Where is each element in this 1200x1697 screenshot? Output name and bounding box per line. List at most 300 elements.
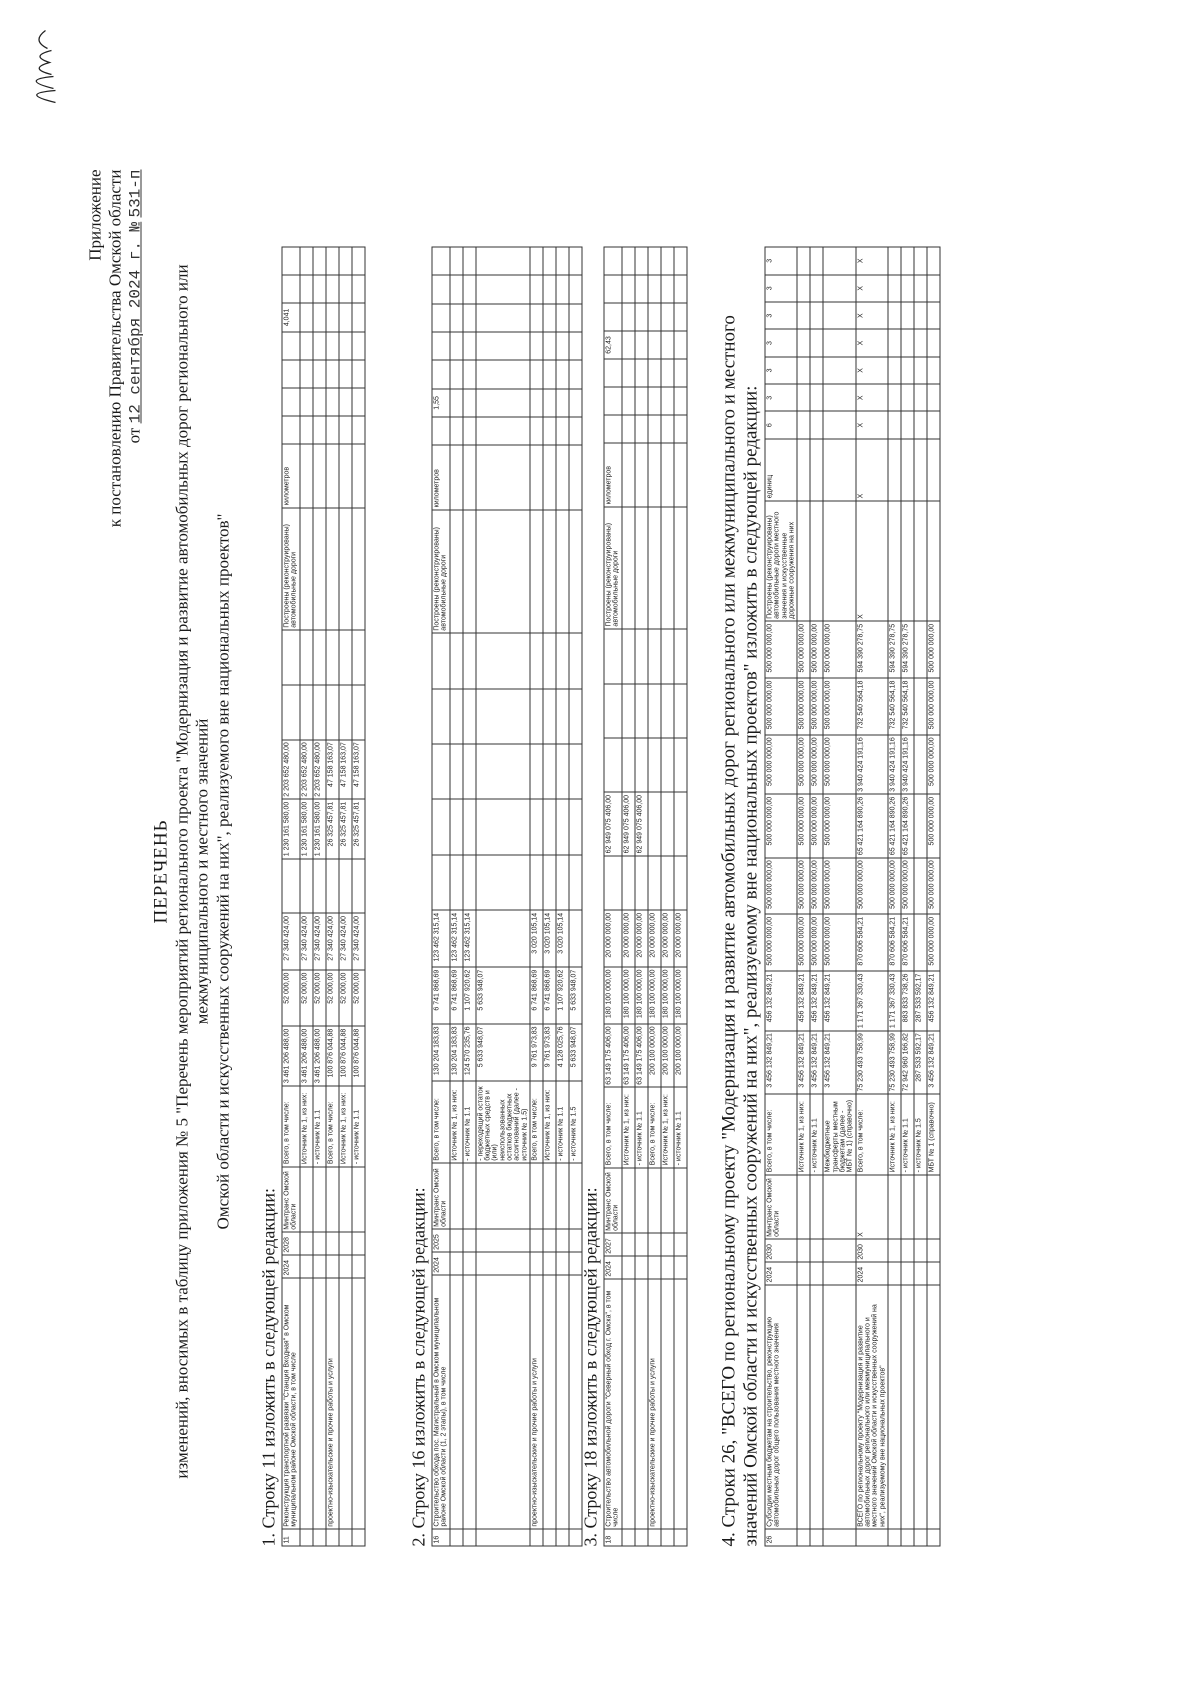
cell-end-year: 2027: [604, 1233, 622, 1256]
cell-sum-2030: [339, 630, 352, 685]
cell-sum-2025: 3 020 105,14: [530, 910, 543, 967]
cell-end-year: 2028: [282, 1232, 300, 1255]
cell-ind-2027: 62,43: [604, 331, 622, 360]
cell-sum-2027: 500 000 000,00: [797, 794, 810, 857]
cell-sum-2024: 456 132 849,21: [765, 971, 797, 1031]
cell-executor: [352, 1167, 365, 1233]
table-row: [556, 247, 569, 1546]
cell-start-year: [888, 1262, 901, 1285]
cell-sum-total: 200 100 000,00: [661, 1024, 674, 1087]
cell-sum-2025: 500 000 000,00: [810, 914, 823, 971]
table-row: [432, 247, 450, 1546]
cell-ind-2026: [648, 359, 661, 387]
cell-sum-2026: [543, 855, 556, 910]
section-title: 3. Строку 18 изложить в следующей редакции:: [580, 1187, 601, 1547]
cell-ind-2026: [432, 360, 450, 388]
cell-sum-2025: 500 000 000,00: [797, 914, 810, 971]
cell-start-year: [543, 1252, 556, 1275]
cell-executor: [888, 1175, 901, 1240]
cell-sum-total: 75 230 493 758,99: [856, 1031, 888, 1094]
cell-ind-2028: [463, 304, 476, 332]
table-row: [927, 247, 940, 1546]
cell-sum-2030: [604, 629, 622, 683]
cell-ind-2030: [326, 247, 339, 275]
cell-result-name: [352, 508, 365, 631]
cell-start-year: [530, 1252, 543, 1275]
cell-sum-2026: [476, 855, 530, 910]
cell-sum-2029: [661, 684, 674, 738]
cell-unit: [901, 439, 914, 501]
cell-sum-2026: 500 000 000,00: [856, 858, 888, 915]
table-row: [476, 247, 530, 1546]
cell-ind-2028: [797, 302, 810, 329]
cell-ind-2029: [282, 275, 300, 303]
cell-funding-source: - источник № 1.1: [313, 1086, 326, 1167]
cell-row-number: [901, 1529, 914, 1546]
cell-ind-2024: [339, 416, 352, 444]
cell-ind-2030: [661, 247, 674, 275]
table-row: [530, 247, 543, 1546]
cell-ind-2025: [622, 387, 635, 415]
cell-ind-2024: [635, 415, 648, 443]
cell-sum-2026: [313, 859, 326, 914]
cell-ind-2025: [450, 389, 463, 418]
cell-sum-2026: [450, 855, 463, 910]
cell-end-year: [300, 1232, 313, 1255]
cell-ind-2029: [635, 275, 648, 303]
cell-executor: [339, 1167, 352, 1233]
cell-sum-2028: [635, 738, 648, 792]
cell-sum-2025: 123 462 315,14: [450, 910, 463, 967]
cell-sum-2030: 594 390 278,75: [901, 621, 914, 678]
cell-funding-source: Источник № 1, из них:: [622, 1087, 635, 1168]
cell-result-name: [543, 510, 556, 633]
cell-activity-name: проектно-изыскательские и прочие работы и услуги: [648, 1279, 661, 1529]
cell-sum-2026: [463, 855, 476, 910]
cell-funding-source: - источник № 1.5: [914, 1094, 927, 1175]
cell-ind-2028: [622, 303, 635, 331]
cell-activity-name: [556, 1275, 569, 1529]
cell-sum-total: 3 456 132 849,21: [823, 1031, 855, 1094]
appendix-date: [125, 170, 145, 650]
cell-ind-2029: [300, 275, 313, 303]
cell-ind-2027: X: [856, 329, 888, 356]
cell-sum-2029: [463, 689, 476, 744]
cell-ind-2024: [901, 412, 914, 439]
cell-ind-2028: [476, 304, 530, 332]
cell-ind-2029: [810, 275, 823, 302]
cell-sum-2024: 1 107 920,62: [556, 967, 569, 1024]
cell-sum-2025: 27 340 424,00: [300, 913, 313, 970]
cell-sum-2030: 594 390 278,75: [888, 621, 901, 678]
cell-sum-2026: [339, 859, 352, 914]
cell-sum-2027: 500 000 000,00: [765, 794, 797, 857]
date-prefix: от: [124, 427, 144, 444]
cell-result-name: [797, 501, 810, 621]
cell-funding-source: - источник № 1.1: [674, 1087, 687, 1168]
cell-ind-2025: [914, 384, 927, 411]
table-row: [313, 247, 326, 1546]
cell-funding-source: Всего, в том числе:: [648, 1087, 661, 1168]
cell-ind-2030: [674, 247, 687, 275]
cell-funding-source: - переходящий остаток бюджетных средств и (или) неиспользованных остатков бюджетных ассигнований (далее - источник № 1.5): [476, 1081, 530, 1163]
cell-ind-2024: [797, 412, 810, 439]
cell-sum-total: 130 204 183,83: [450, 1024, 463, 1081]
cell-sum-2025: 27 340 424,00: [326, 913, 339, 970]
cell-sum-total: 63 149 175 406,00: [635, 1024, 648, 1087]
cell-activity-name: Строительство обхода пос. Магистральный в Омском муниципальном районе Омской области (1, 2 этапы), в том числе: [432, 1275, 450, 1529]
cell-activity-name: [797, 1285, 810, 1529]
cell-sum-total: 9 761 973,83: [530, 1024, 543, 1081]
cell-ind-2025: [797, 384, 810, 411]
cell-sum-2025: 500 000 000,00: [823, 914, 855, 971]
cell-executor: [543, 1163, 556, 1229]
cell-sum-2029: [432, 689, 450, 744]
table-row: [326, 247, 339, 1546]
cell-ind-2029: [326, 275, 339, 303]
cell-sum-2029: [648, 684, 661, 738]
table-row: [674, 247, 687, 1546]
cell-ind-2024: [823, 412, 855, 439]
cell-ind-2028: [339, 303, 352, 332]
cell-funding-source: Всего, в том числе:: [432, 1081, 450, 1163]
cell-row-number: [810, 1529, 823, 1546]
table-row: [797, 247, 810, 1546]
cell-ind-2026: [556, 360, 569, 388]
cell-sum-2026: [432, 855, 450, 910]
cell-ind-2025: [635, 387, 648, 415]
cell-sum-2028: [530, 744, 543, 799]
cell-ind-2027: [914, 329, 927, 356]
cell-sum-2026: 500 000 000,00: [823, 858, 855, 915]
cell-unit: [674, 443, 687, 507]
cell-start-year: [823, 1262, 855, 1285]
cell-result-name: [313, 508, 326, 631]
cell-activity-name: [927, 1285, 940, 1529]
table-row: [543, 247, 556, 1546]
cell-sum-2024: 52 000,00: [282, 970, 300, 1026]
cell-sum-2024: 52 000,00: [313, 970, 326, 1026]
table-row: [765, 247, 797, 1546]
cell-sum-2027: 26 325 457,81: [339, 799, 352, 859]
cell-funding-source: - источник № 1.1: [901, 1094, 914, 1175]
cell-ind-2026: [914, 357, 927, 384]
cell-sum-2030: 500 000 000,00: [797, 621, 810, 678]
cell-row-number: [313, 1529, 326, 1546]
cell-funding-source: Всего, в том числе:: [326, 1086, 339, 1167]
cell-sum-total: 100 876 044,88: [352, 1026, 365, 1086]
cell-funding-source: - источник № 1.1: [810, 1094, 823, 1175]
cell-sum-total: 3 461 206 488,00: [282, 1026, 300, 1086]
cell-sum-2030: [476, 633, 530, 688]
cell-ind-2026: [927, 357, 940, 384]
cell-funding-source: МБТ № 1 (справочно): [927, 1094, 940, 1175]
cell-activity-name: Субсидии местным бюджетам на строительство, реконструкцию автомобильных дорог общего пользования местного значения: [765, 1285, 797, 1529]
cell-row-number: [530, 1529, 543, 1546]
cell-sum-2028: 3 940 424 191,16: [901, 735, 914, 795]
cell-end-year: [648, 1233, 661, 1256]
cell-ind-2026: [339, 360, 352, 388]
cell-start-year: [326, 1255, 339, 1278]
cell-funding-source: - источник № 1.5: [569, 1081, 582, 1163]
cell-row-number: [543, 1529, 556, 1546]
cell-sum-2024: 180 100 000,00: [648, 967, 661, 1024]
cell-start-year: [352, 1255, 365, 1278]
cell-ind-2025: [556, 389, 569, 418]
table-row: [888, 247, 901, 1546]
cell-ind-2030: [463, 247, 476, 275]
cell-row-number: [450, 1529, 463, 1546]
cell-end-year: [530, 1229, 543, 1252]
cell-result-name: [888, 501, 901, 621]
cell-sum-total: 4 128 025,76: [556, 1024, 569, 1081]
cell-sum-2030: [300, 630, 313, 685]
cell-executor: Минтранс Омской области: [765, 1175, 797, 1240]
cell-row-number: [797, 1529, 810, 1546]
cell-result-name: [326, 508, 339, 631]
cell-sum-2024: 5 633 948,07: [569, 967, 582, 1024]
cell-ind-2027: [313, 332, 326, 360]
document-title: [151, 247, 234, 1497]
cell-ind-2024: X: [856, 412, 888, 439]
cell-sum-2026: [674, 856, 687, 910]
cell-ind-2029: [339, 275, 352, 303]
cell-ind-2029: [313, 275, 326, 303]
cell-sum-2029: [604, 684, 622, 738]
cell-ind-2027: [797, 329, 810, 356]
cell-ind-2028: [300, 303, 313, 332]
cell-row-number: [823, 1529, 855, 1546]
cell-ind-2030: [622, 247, 635, 275]
cell-sum-2030: 500 000 000,00: [765, 621, 797, 678]
decree-number: 531-п: [126, 169, 145, 218]
cell-sum-total: 130 204 183,83: [432, 1024, 450, 1081]
cell-executor: [635, 1168, 648, 1234]
cell-ind-2024: [661, 415, 674, 443]
cell-sum-total: 100 876 044,88: [326, 1026, 339, 1086]
cell-ind-2029: 3: [765, 275, 797, 302]
cell-end-year: [352, 1232, 365, 1255]
cell-activity-name: [823, 1285, 855, 1529]
cell-ind-2026: [282, 360, 300, 388]
cell-ind-2029: [476, 275, 530, 303]
table-row: [604, 247, 622, 1546]
cell-ind-2030: [300, 247, 313, 275]
cell-executor: [463, 1163, 476, 1229]
cell-ind-2029: [556, 275, 569, 303]
cell-ind-2029: [450, 275, 463, 303]
table-row-26-total: [765, 247, 941, 1547]
cell-sum-2029: [556, 689, 569, 744]
cell-ind-2028: [823, 302, 855, 329]
table-row: [622, 247, 635, 1546]
cell-executor: [648, 1168, 661, 1234]
cell-sum-total: 124 570 235,76: [463, 1024, 476, 1081]
cell-unit: [927, 439, 940, 501]
table-row: [635, 247, 648, 1546]
cell-ind-2028: [914, 302, 927, 329]
cell-row-number: [622, 1529, 635, 1546]
cell-start-year: [463, 1252, 476, 1275]
cell-ind-2025: [300, 388, 313, 416]
cell-ind-2024: [927, 412, 940, 439]
cell-ind-2026: [622, 359, 635, 387]
cell-ind-2026: [326, 360, 339, 388]
cell-sum-2026: 500 000 000,00: [810, 858, 823, 915]
cell-end-year: [901, 1239, 914, 1262]
cell-end-year: [914, 1239, 927, 1262]
cell-sum-2029: [622, 684, 635, 738]
cell-sum-2024: 5 633 948,07: [476, 967, 530, 1024]
cell-sum-2029: [635, 684, 648, 738]
cell-sum-2027: 500 000 000,00: [823, 794, 855, 857]
cell-ind-2028: 3: [765, 302, 797, 329]
table-row-18: [604, 247, 688, 1547]
cell-ind-2025: [674, 387, 687, 415]
cell-sum-2028: [648, 738, 661, 792]
cell-ind-2025: [648, 387, 661, 415]
cell-unit: [648, 443, 661, 507]
title-heading: ПЕРЕЧЕНЬ: [150, 819, 172, 924]
cell-sum-2024: 180 100 000,00: [622, 967, 635, 1024]
cell-sum-2030: [914, 621, 927, 678]
cell-sum-2028: 2 203 652 480,00: [313, 740, 326, 800]
section-title: 1. Строку 11 изложить в следующей редакции:: [258, 1188, 279, 1547]
cell-ind-2030: [313, 247, 326, 275]
cell-row-number: 11: [282, 1529, 300, 1546]
cell-sum-2029: [914, 678, 927, 735]
cell-ind-2024: [463, 417, 476, 445]
cell-ind-2026: [530, 360, 543, 388]
cell-ind-2027: [352, 332, 365, 360]
cell-sum-2025: 500 000 000,00: [927, 914, 940, 971]
cell-ind-2026: [888, 357, 901, 384]
cell-ind-2027: 3: [765, 329, 797, 356]
cell-start-year: [300, 1255, 313, 1278]
cell-ind-2028: X: [856, 302, 888, 329]
cell-start-year: 2024: [432, 1252, 450, 1275]
cell-start-year: [648, 1256, 661, 1279]
cell-sum-2025: 870 606 584,21: [888, 914, 901, 971]
cell-sum-2027: 62 949 075 406,00: [604, 792, 622, 855]
cell-ind-2026: [543, 360, 556, 388]
cell-sum-2024: 6 741 868,69: [530, 967, 543, 1024]
cell-executor: [622, 1168, 635, 1234]
cell-start-year: [810, 1262, 823, 1285]
cell-unit: [476, 445, 530, 509]
cell-sum-total: 100 876 044,88: [339, 1026, 352, 1086]
cell-activity-name: Реконструкция транспортной развязки "Станция Входная" в Омском муниципальном районе Омской области, в том числе: [282, 1278, 300, 1529]
cell-sum-2030: [326, 630, 339, 685]
cell-sum-2027: [661, 792, 674, 855]
cell-unit: [556, 445, 569, 509]
cell-sum-2030: 500 000 000,00: [823, 621, 855, 678]
cell-sum-2028: [476, 744, 530, 799]
cell-unit: [823, 439, 855, 501]
cell-activity-name: [450, 1275, 463, 1529]
cell-unit: [635, 443, 648, 507]
cell-sum-total: 72 942 960 166,82: [901, 1031, 914, 1094]
cell-ind-2027: [450, 332, 463, 360]
cell-sum-total: 3 456 132 849,21: [765, 1031, 797, 1094]
cell-start-year: [914, 1262, 927, 1285]
cell-executor: [326, 1167, 339, 1233]
cell-activity-name: [888, 1285, 901, 1529]
cell-sum-total: 5 633 948,07: [569, 1024, 582, 1081]
cell-ind-2028: [888, 302, 901, 329]
cell-sum-2024: 1 107 920,62: [463, 967, 476, 1024]
cell-ind-2027: [888, 329, 901, 356]
cell-unit: километров: [432, 445, 450, 509]
cell-sum-total: 200 100 000,00: [674, 1024, 687, 1087]
cell-ind-2028: [432, 304, 450, 332]
cell-sum-2027: [648, 792, 661, 855]
table-row: [901, 247, 914, 1546]
cell-end-year: [622, 1233, 635, 1256]
cell-sum-2027: [556, 800, 569, 855]
cell-sum-2025: 123 462 315,14: [463, 910, 476, 967]
cell-sum-2029: 500 000 000,00: [797, 678, 810, 735]
cell-ind-2029: [674, 275, 687, 303]
cell-executor: Минтранс Омской области: [604, 1168, 622, 1234]
cell-funding-source: Всего, в том числе:: [856, 1094, 888, 1175]
cell-sum-2027: 62 949 075 406,00: [635, 792, 648, 855]
cell-ind-2024: [622, 415, 635, 443]
cell-ind-2030: [282, 247, 300, 275]
cell-result-name: X: [856, 501, 888, 621]
cell-funding-source: - источник № 1.1: [635, 1087, 648, 1168]
appendix-label: Приложение: [85, 169, 105, 261]
cell-executor: [661, 1168, 674, 1234]
cell-sum-2024: 1 171 367 330,43: [888, 971, 901, 1031]
cell-ind-2029: [604, 275, 622, 303]
cell-funding-source: - источник № 1.1: [463, 1081, 476, 1163]
cell-sum-2027: [450, 800, 463, 855]
cell-sum-2024: 1 171 367 330,43: [856, 971, 888, 1031]
cell-unit: километров: [604, 443, 622, 507]
cell-sum-2025: [914, 914, 927, 971]
cell-ind-2029: X: [856, 275, 888, 302]
cell-funding-source: Всего, в том числе:: [282, 1086, 300, 1167]
cell-executor: [823, 1175, 855, 1240]
cell-result-name: Построены (реконструированы) автомобильные дороги: [282, 508, 300, 631]
cell-result-name: [648, 507, 661, 629]
cell-ind-2026: [661, 359, 674, 387]
cell-sum-2024: 6 741 868,69: [432, 967, 450, 1024]
cell-ind-2026: [823, 357, 855, 384]
cell-end-year: [463, 1229, 476, 1252]
cell-sum-2026: [530, 855, 543, 910]
cell-sum-2025: 27 340 424,00: [282, 913, 300, 970]
cell-executor: [530, 1163, 543, 1229]
cell-unit: [543, 445, 556, 509]
cell-end-year: [339, 1232, 352, 1255]
cell-sum-2027: [674, 792, 687, 855]
cell-sum-2030: [432, 633, 450, 688]
cell-ind-2025: 1,55: [432, 389, 450, 418]
cell-ind-2025: 3: [765, 384, 797, 411]
cell-ind-2030: [450, 247, 463, 275]
cell-result-name: [339, 508, 352, 631]
cell-end-year: [661, 1233, 674, 1256]
cell-ind-2026: [810, 357, 823, 384]
cell-sum-total: 3 461 206 488,00: [300, 1026, 313, 1086]
cell-activity-name: [300, 1278, 313, 1529]
cell-sum-2024: 883 833 738,26: [901, 971, 914, 1031]
cell-start-year: [313, 1255, 326, 1278]
cell-ind-2024: [313, 416, 326, 444]
cell-ind-2025: [901, 384, 914, 411]
